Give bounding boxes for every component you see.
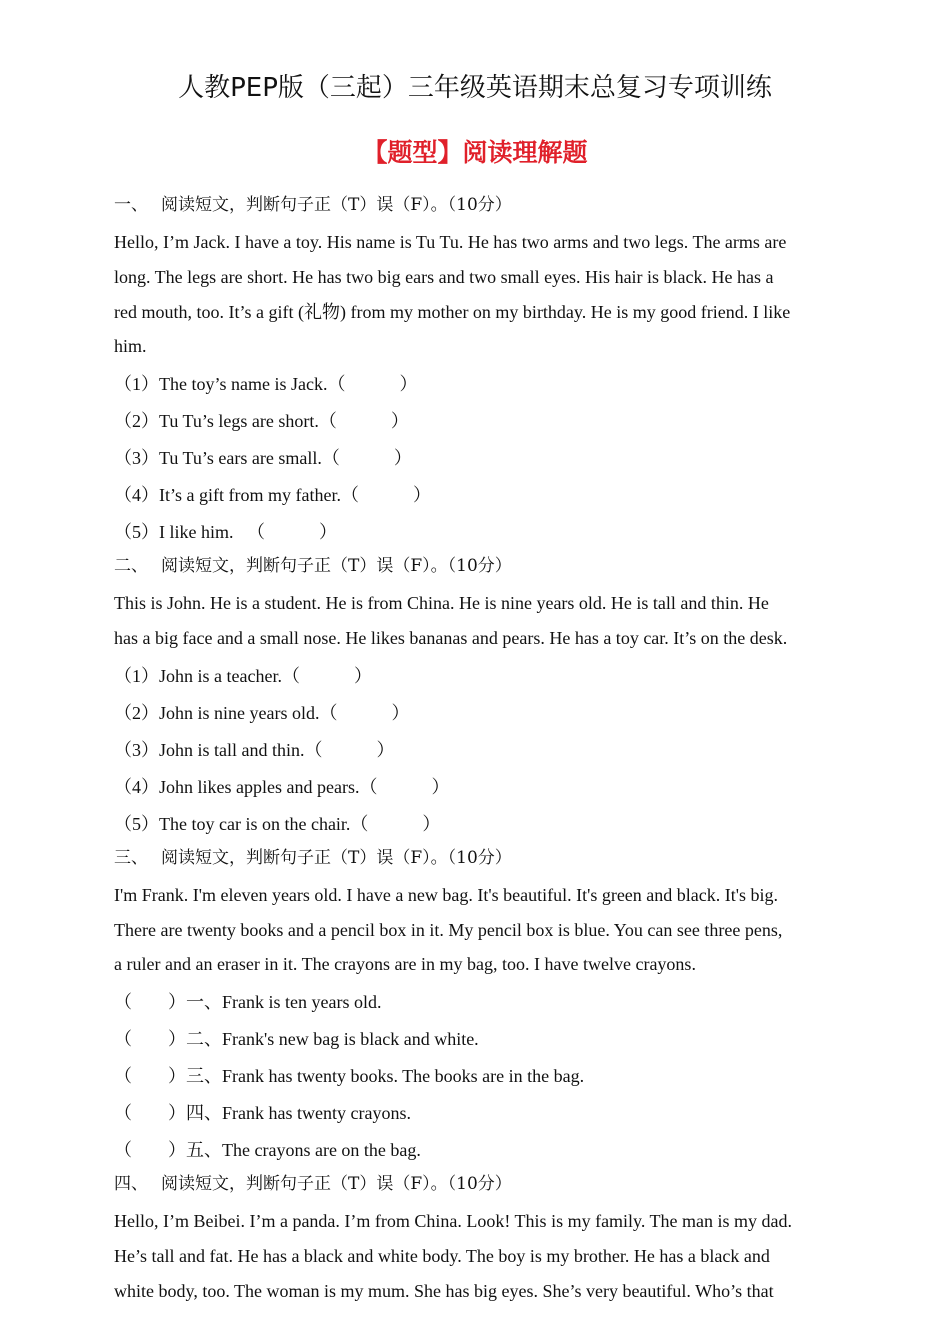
question-item: （4）John likes apples and pears.（ ） — [114, 776, 450, 797]
section-number: 二、 — [114, 556, 148, 577]
question-item: （5）The toy car is on the chair.（ ） — [114, 813, 441, 834]
passage-line: This is John. He is a student. He is from China. He is nine years old. He is tall and thin. He — [114, 593, 769, 614]
section-3 — [114, 847, 838, 1169]
question-item: （1）The toy’s name is Jack.（ ） — [114, 374, 418, 395]
reading-passage — [114, 225, 838, 364]
section-2 — [114, 555, 838, 843]
section-instruction: 阅读短文，判断句子正（T）误（F）。（10分） — [161, 556, 512, 577]
section-number: 三、 — [114, 847, 148, 868]
reading-passage — [114, 878, 838, 982]
question-item: （ ）四、Frank has twenty crayons. — [114, 1103, 411, 1124]
passage-line: He’s tall and fat. He has a black and white body. The boy is my brother. He has a black and — [114, 1245, 770, 1266]
passage-line: a ruler and an eraser in it. The crayons are in my bag, too. I have twelve crayons. — [114, 954, 696, 975]
section-instruction: 阅读短文，判断句子正（T）误（F）。（10分） — [161, 195, 512, 215]
section-heading — [114, 194, 838, 216]
page-title: 人教PEP版（三起）三年级英语期末总复习专项训练 — [178, 73, 772, 103]
passage-line: white body, too. The woman is my mum. She has big eyes. She’s very beautiful. Who’s that — [114, 1280, 774, 1301]
passage-line: Hello, I’m Jack. I have a toy. His name is Tu Tu. He has two arms and two legs. The arms are — [114, 232, 787, 252]
section-number: 一、 — [114, 195, 148, 215]
passage-line: Hello, I’m Beibei. I’m a panda. I’m from China. Look! This is my family. The man is my dad. — [114, 1211, 793, 1232]
section-instruction: 阅读短文，判断句子正（T）误（F）。（10分） — [161, 1174, 512, 1195]
section-heading — [114, 1173, 838, 1195]
question-item: （3）Tu Tu’s ears are small.（ ） — [114, 448, 412, 469]
section-instruction: 阅读短文，判断句子正（T）误（F）。（10分） — [161, 847, 512, 868]
question-item: （2）John is nine years old.（ ） — [114, 702, 410, 723]
section-1 — [114, 194, 838, 551]
reading-passage — [114, 1204, 838, 1308]
question-item: （5）I like him. （ ） — [114, 522, 337, 543]
question-item: （2）Tu Tu’s legs are short.（ ） — [114, 411, 409, 432]
question-item: （ ）二、Frank's new bag is black and white. — [114, 1029, 479, 1050]
question-item: （4）It’s a gift from my father.（ ） — [114, 485, 431, 506]
question-item: （1）John is a teacher.（ ） — [114, 665, 372, 686]
reading-passage — [114, 586, 838, 656]
passage-line: There are twenty books and a pencil box in it. My pencil box is blue. You can see three pens, — [114, 919, 783, 940]
document-body — [114, 190, 838, 1309]
section-heading — [114, 555, 838, 577]
question-item: （3）John is tall and thin.（ ） — [114, 739, 395, 760]
section-4 — [114, 1173, 838, 1308]
section-heading — [114, 847, 838, 869]
question-item: （ ）三、Frank has twenty books. The books are in the bag. — [114, 1066, 585, 1087]
passage-line: has a big face and a small nose. He likes bananas and pears. He has a toy car. It’s on the desk. — [114, 627, 788, 648]
passage-line: long. The legs are short. He has two big ears and two small eyes. His hair is black. He has a — [114, 266, 774, 287]
question-type-heading: 【题型】阅读理解题 — [362, 138, 588, 167]
passage-line: him. — [114, 336, 147, 357]
section-number: 四、 — [114, 1174, 148, 1195]
question-item: （ ）一、Frank is ten years old. — [114, 992, 382, 1013]
question-item: （ ）五、The crayons are on the bag. — [114, 1140, 421, 1161]
question-list — [114, 658, 838, 843]
question-list — [114, 984, 838, 1169]
passage-line: red mouth, too. It’s a gift (礼物) from my mother on my birthday. He is my good friend. I like — [114, 301, 791, 322]
question-list — [114, 366, 838, 551]
passage-line: I'm Frank. I'm eleven years old. I have a new bag. It's beautiful. It's green and black. It's big. — [114, 884, 779, 905]
